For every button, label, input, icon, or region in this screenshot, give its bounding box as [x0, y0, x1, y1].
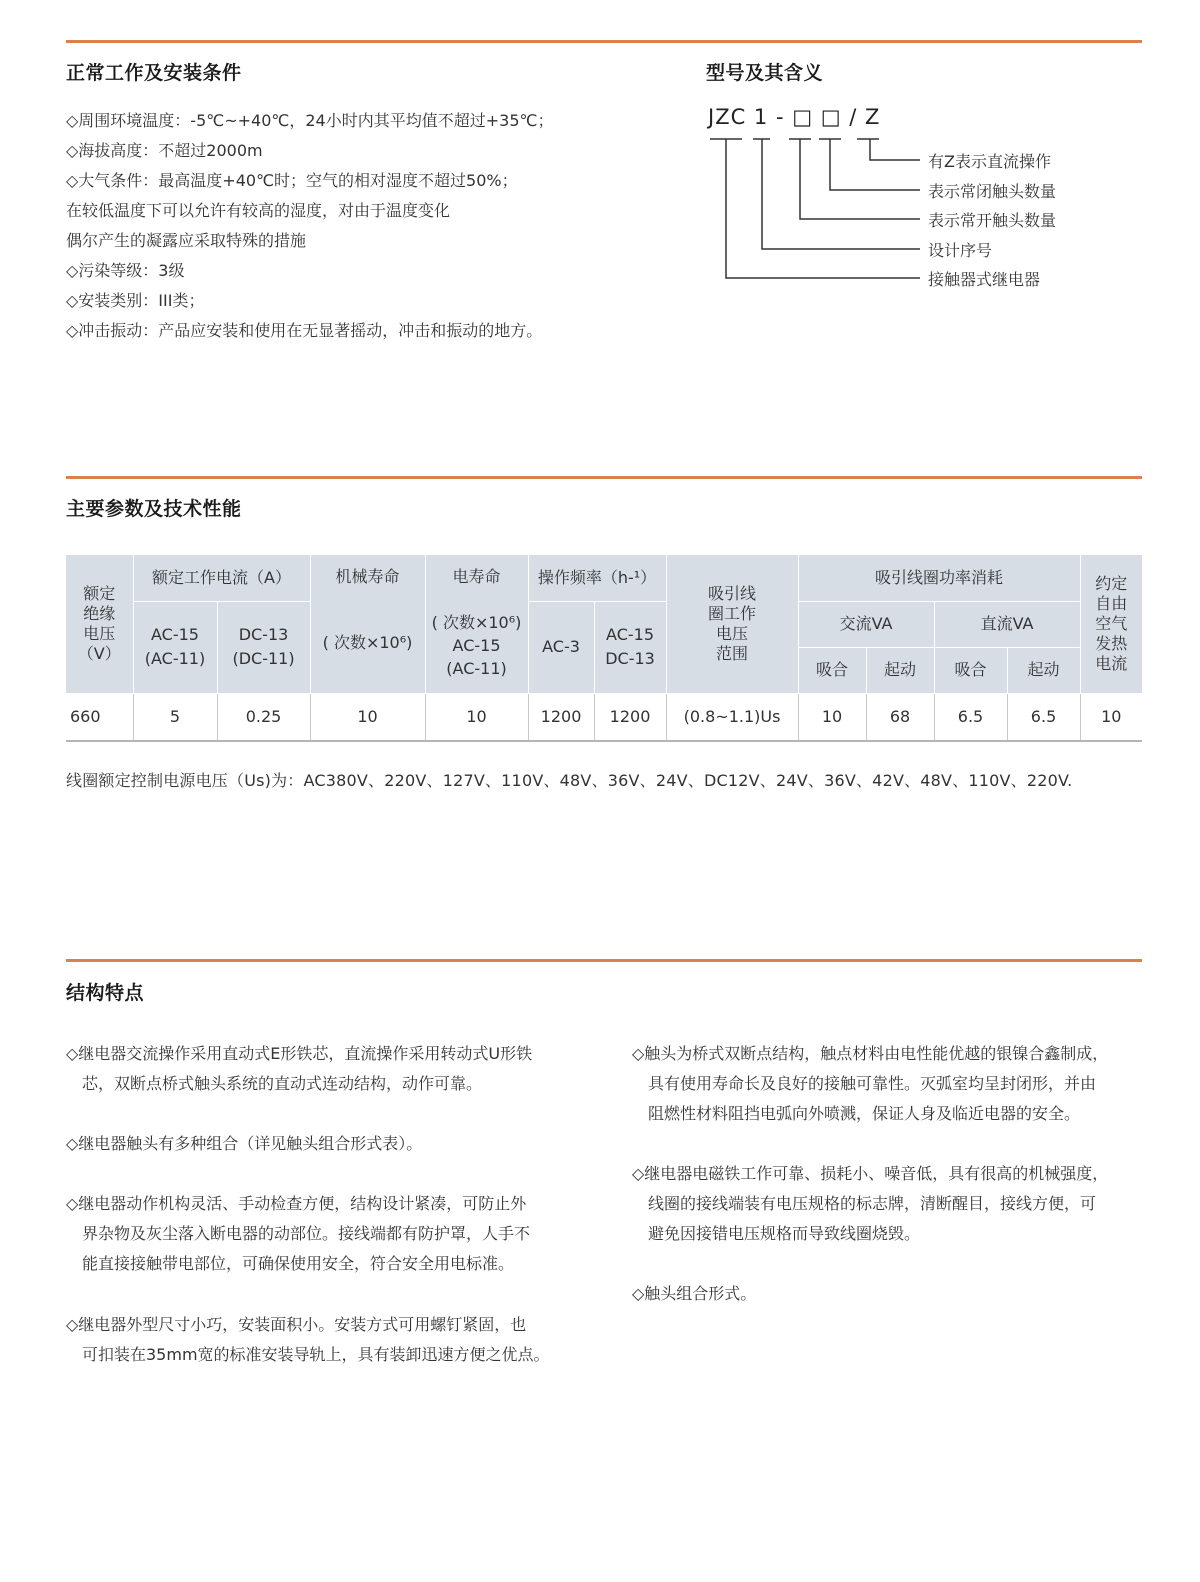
condition-item: ◇周围环境温度：-5℃~+40℃，24小时内其平均值不超过+35℃； — [66, 111, 554, 130]
table-cell: 1200 — [594, 693, 666, 741]
condition-item: ◇安装类别：III类； — [66, 291, 205, 310]
table-cell: 6.5 — [934, 693, 1007, 741]
header-dc13: DC-13 (DC-11) — [217, 601, 310, 693]
table-cell: 10 — [310, 693, 425, 741]
header-power: 吸引线圈功率消耗 — [798, 555, 1080, 601]
parameter-table — [66, 555, 1142, 742]
table-row — [66, 693, 1142, 741]
header-rated-voltage: 额定 绝缘 电压 （V） — [66, 555, 133, 693]
feature-paragraph: ◇继电器动作机构灵活、手动检查方便，结构设计紧凑，可防止外 界杂物及灰尘落入断电器的动部位。接线端都有防护罩，人手不 能直接接触带电部位，可确保使用安全，符合安全用电标准。 — [66, 1194, 531, 1273]
coil-voltage-note: 线圈额定控制电源电压（Us)为：AC380V、220V、127V、110V、48V、36V、24V、DC12V、24V、36V、42V、48V、110V、220V. — [66, 771, 1073, 790]
condition-item: 偶尔产生的凝露应采取特殊的措施 — [66, 231, 307, 250]
header-coil-range: 吸引线 圈工作 电压 范围 — [666, 555, 798, 693]
header-dc-va: 直流VA — [934, 601, 1080, 647]
condition-item: 在较低温度下可以允许有较高的湿度，对由于温度变化 — [66, 201, 451, 220]
header-ac15: AC-15 (AC-11) — [133, 601, 217, 693]
section-divider — [66, 476, 1142, 479]
feature-paragraph: ◇继电器外型尺寸小巧，安装面积小。安装方式可用螺钉紧固，也 可扣装在35mm宽的标准安装导轨上，具有装卸迅速方便之优点。 — [66, 1315, 550, 1364]
model-legend-item: 设计序号 — [928, 241, 993, 260]
condition-item: ◇海拔高度：不超过2000m — [66, 141, 263, 160]
header-freq-ac3: AC-3 — [528, 601, 594, 693]
table-cell: 660 — [66, 693, 133, 741]
section-title-parameters: 主要参数及技术性能 — [66, 498, 242, 520]
model-legend-item: 接触器式继电器 — [928, 270, 1041, 289]
table-cell: 0.25 — [217, 693, 310, 741]
table-cell: 10 — [425, 693, 528, 741]
header-mech-life: 机械寿命 ( 次数×10⁶) — [310, 555, 425, 693]
section-divider — [66, 959, 1142, 962]
condition-item: ◇大气条件：最高温度+40℃时；空气的相对湿度不超过50%； — [66, 171, 518, 190]
table-cell: 6.5 — [1007, 693, 1080, 741]
feature-paragraph: ◇触头组合形式。 — [632, 1284, 757, 1303]
table-cell: 1200 — [528, 693, 594, 741]
header-ac-start: 起动 — [866, 647, 934, 693]
header-ac-pickup: 吸合 — [798, 647, 866, 693]
condition-item: ◇冲击振动：产品应安装和使用在无显著摇动，冲击和振动的地方。 — [66, 321, 543, 340]
table-cell: 5 — [133, 693, 217, 741]
header-ac-va: 交流VA — [798, 601, 934, 647]
model-legend-item: 表示常闭触头数量 — [928, 182, 1057, 201]
header-rated-current: 额定工作电流（A） — [133, 555, 310, 601]
condition-item: ◇污染等级：3级 — [66, 261, 185, 280]
model-code: JZC 1 - □ □ / Z — [708, 105, 881, 129]
header-dc-start: 起动 — [1007, 647, 1080, 693]
feature-paragraph: ◇继电器交流操作采用直动式E形铁芯，直流操作采用转动式U形铁 芯，双断点桥式触头系统的直动式连动结构，动作可靠。 — [66, 1044, 533, 1093]
header-elec-life: 电寿命 ( 次数×10⁶) AC-15 (AC-11) — [425, 555, 528, 693]
header-dc-pickup: 吸合 — [934, 647, 1007, 693]
feature-paragraph: ◇继电器触头有多种组合（详见触头组合形式表）。 — [66, 1134, 423, 1153]
feature-paragraph: ◇继电器电磁铁工作可靠、损耗小、噪音低，具有很高的机械强度， 线圈的接线端装有电压规格的标志牌，清断醒目，接线方便，可 避免因接错电压规格而导致线圈烧毁。 — [632, 1164, 1109, 1243]
section-title-structure: 结构特点 — [66, 982, 145, 1004]
header-frequency: 操作频率（h-¹） — [528, 555, 666, 601]
model-legend-item: 有Z表示直流操作 — [928, 152, 1051, 171]
table-cell: 10 — [1080, 693, 1142, 741]
table-cell: 68 — [866, 693, 934, 741]
header-freq-ac15: AC-15 DC-13 — [594, 601, 666, 693]
section-title-conditions: 正常工作及安装条件 — [66, 62, 242, 84]
section-title-model: 型号及其含义 — [706, 62, 824, 84]
table-cell: (0.8~1.1)Us — [666, 693, 798, 741]
feature-paragraph: ◇触头为桥式双断点结构，触点材料由电性能优越的银镍合鑫制成， 具有使用寿命长及良好的接触可靠性。灭弧室均呈封闭形，并由 阻燃性材料阻挡电弧向外喷溅，保证人身及临近电器的安全。 — [632, 1044, 1109, 1123]
header-thermal-current: 约定 自由 空气 发热 电流 — [1080, 555, 1142, 693]
table-cell: 10 — [798, 693, 866, 741]
model-legend-item: 表示常开触头数量 — [928, 211, 1057, 230]
